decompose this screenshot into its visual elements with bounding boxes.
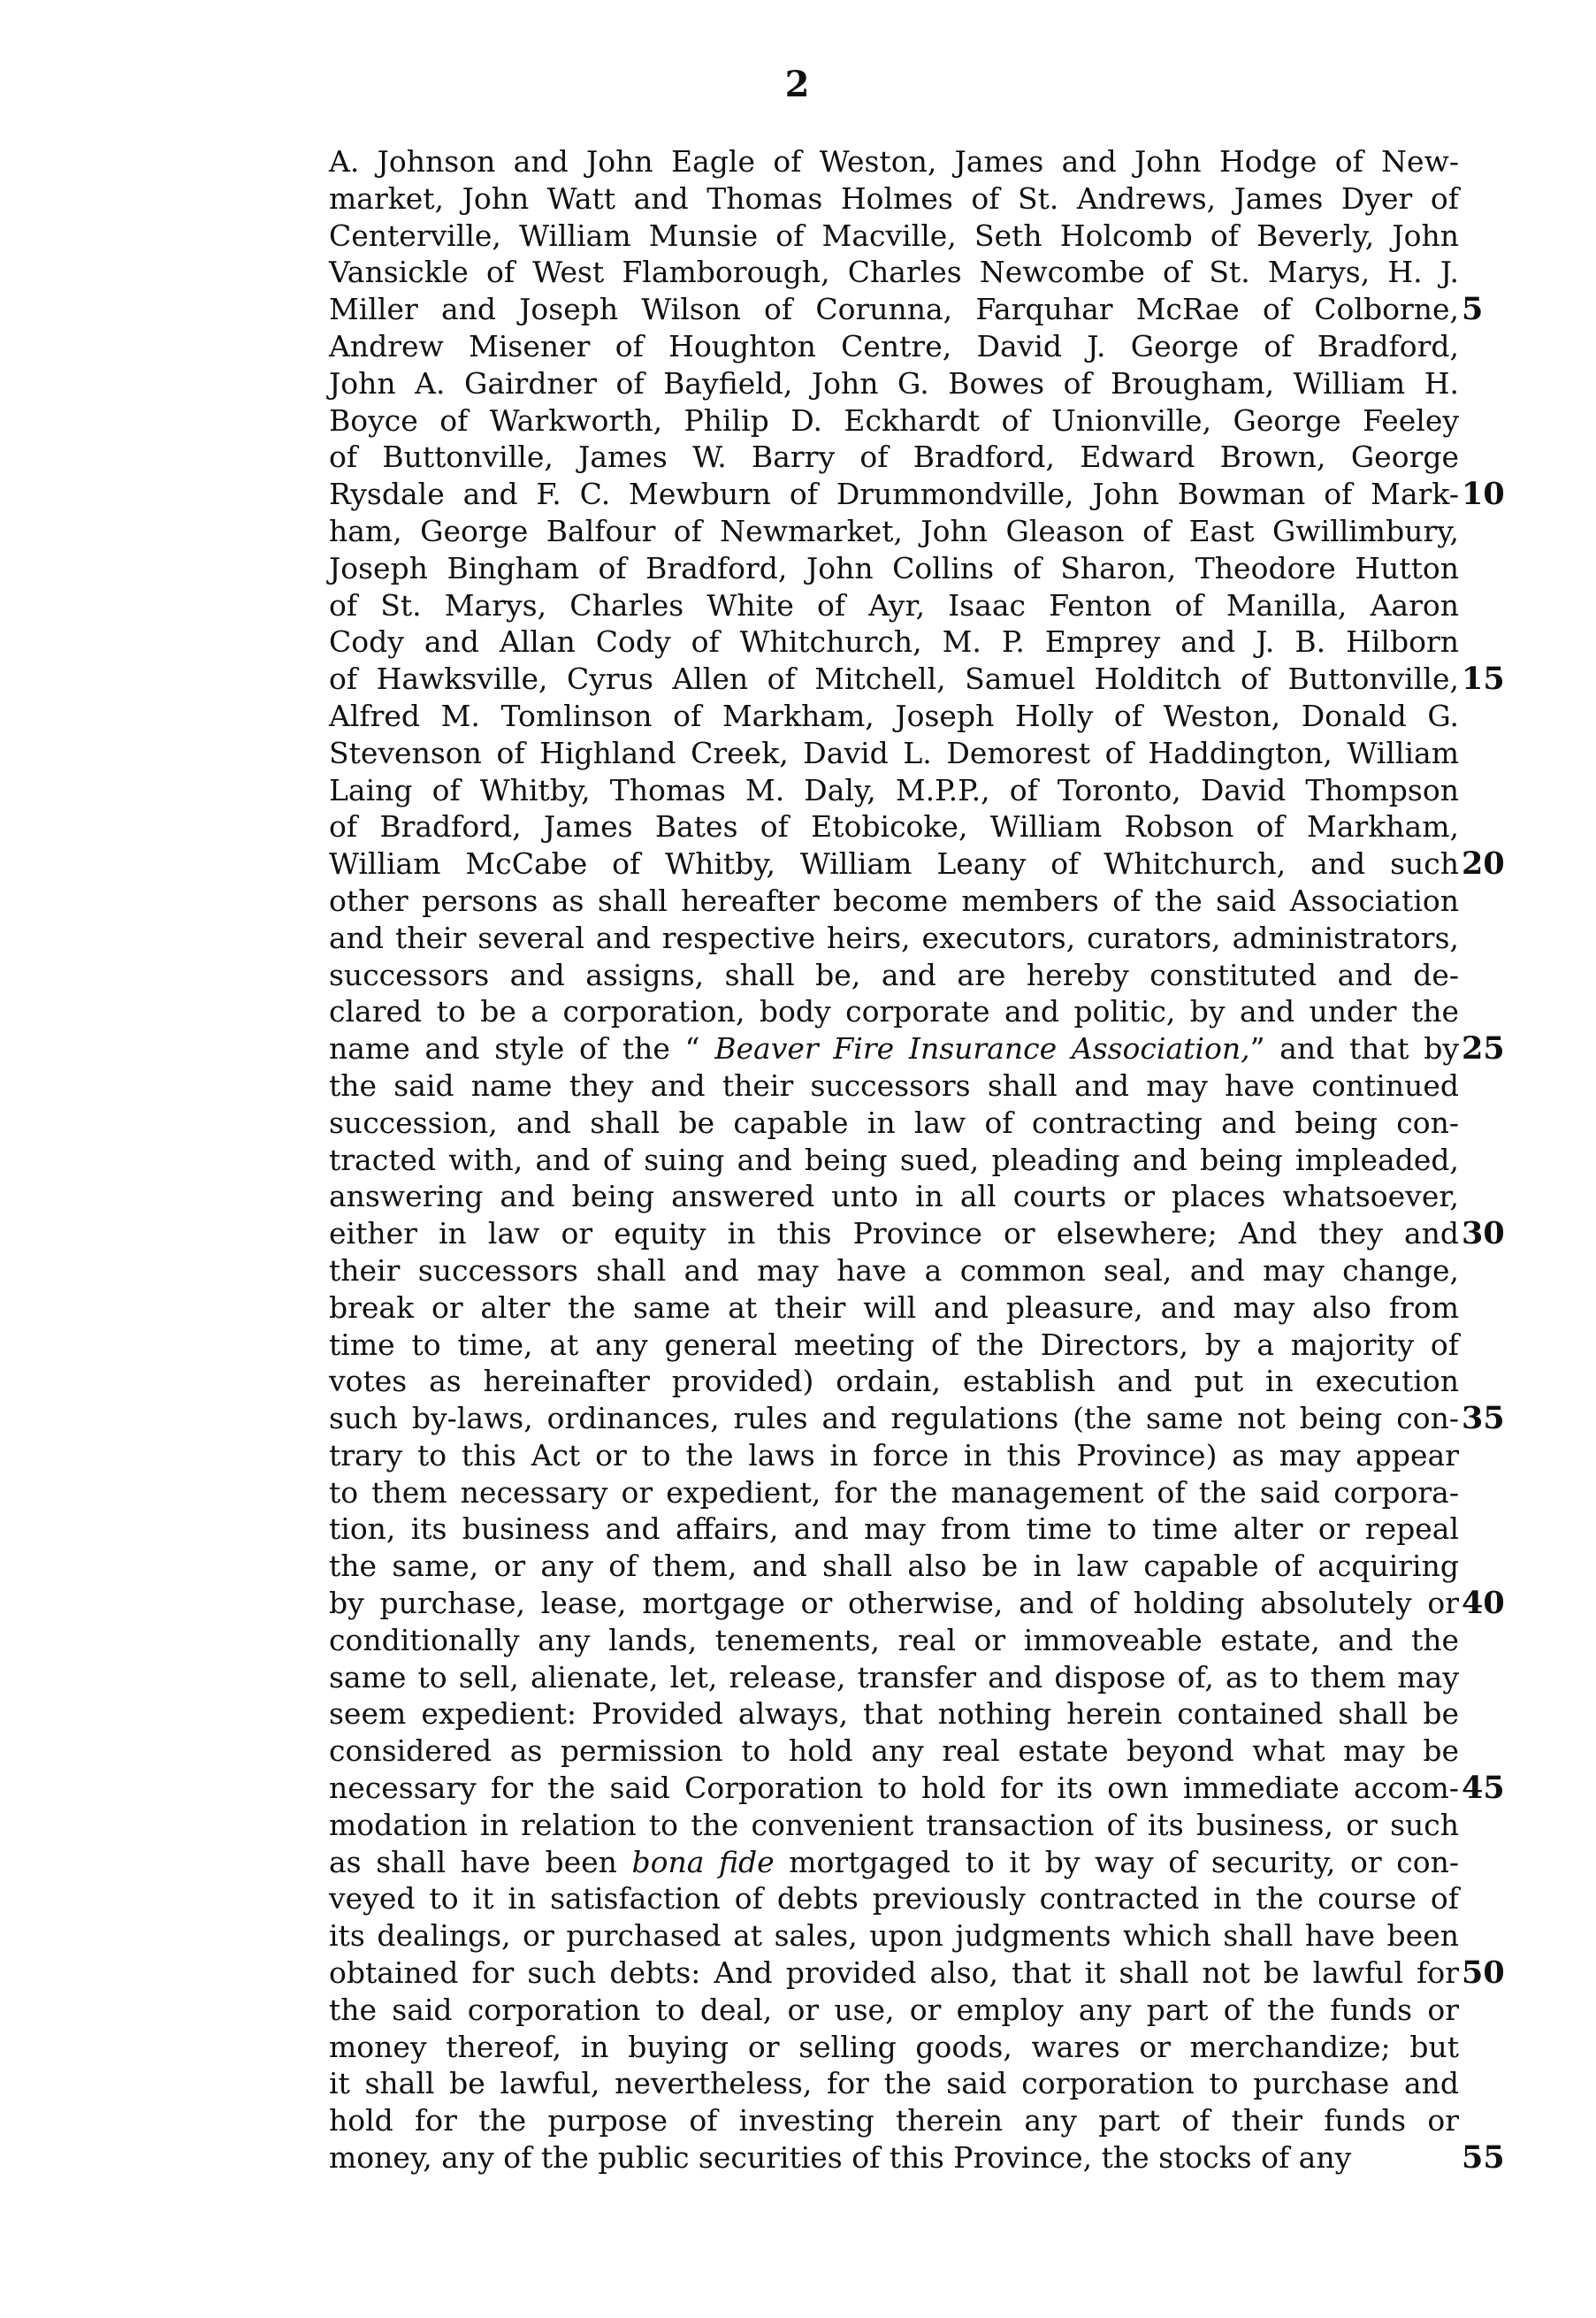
text-line [329, 957, 1459, 994]
text-line [329, 1659, 1459, 1696]
text-line [329, 1289, 1459, 1327]
text-line-content: it shall be lawful, nevertheless, for the said corporation to purchase and [329, 2066, 1459, 2101]
text-line-content: Vansickle of West Flamborough, Charles Newcombe of St. Marys, H. J. [329, 255, 1459, 290]
text-line-content: tion, its business and affairs, and may from time to time alter or repeal [329, 1511, 1459, 1547]
margin-line-number: 20 [1462, 845, 1505, 883]
text-line [329, 808, 1459, 845]
text-line [329, 845, 1459, 883]
text-line [329, 476, 1459, 513]
text-line-content: Alfred M. Tomlinson of Markham, Joseph Holly of Weston, Donald G. [329, 698, 1459, 733]
text-line [329, 439, 1459, 476]
text-line-content: modation in relation to the convenient transaction of its business, or such [329, 1807, 1459, 1842]
text-line-content: money thereof, in buying or selling goods, wares or merchandize; but [329, 2029, 1459, 2064]
text-line-content: necessary for the said Corporation to hold for its own immediate accom- [329, 1771, 1459, 1806]
text-line [329, 1105, 1459, 1142]
text-line-content: of Buttonville, James W. Barry of Bradford, Edward Brown, George [329, 440, 1459, 475]
text-line-content: veyed to it in satisfaction of debts previously contracted in the course of [329, 1881, 1459, 1916]
margin-line-number: 55 [1462, 2139, 1505, 2176]
text-line-content: ham, George Balfour of Newmarket, John Gleason of East Gwillimbury, [329, 513, 1459, 548]
text-line-content: successors and assigns, shall be, and are hereby constituted and de- [329, 957, 1459, 992]
text-line-content: name and style of the “ Beaver Fire Insurance Association,” and that by [329, 1031, 1459, 1067]
text-line-content: Joseph Bingham of Bradford, John Collins of Sharon, Theodore Hutton [329, 550, 1459, 585]
text-line-content: Centerville, William Munsie of Macville, Seth Holcomb of Beverly, John [329, 218, 1459, 253]
italic-phrase: Beaver Fire Insurance Association, [714, 1031, 1250, 1067]
text-line [329, 1363, 1459, 1400]
text-line [329, 1178, 1459, 1215]
text-line [329, 623, 1459, 661]
text-line [329, 1511, 1459, 1548]
margin-line-number: 30 [1462, 1215, 1505, 1252]
text-line-content: such by-laws, ordinances, rules and regulations (the same not being con- [329, 1401, 1459, 1436]
text-line [329, 1807, 1459, 1844]
text-line-content: tracted with, and of suing and being sued, pleading and being impleaded, [329, 1142, 1459, 1177]
text-line [329, 1030, 1459, 1067]
text-line-content: conditionally any lands, tenements, real or immoveable estate, and the [329, 1622, 1459, 1657]
text-line [329, 2102, 1459, 2139]
text-line [329, 735, 1459, 772]
text-line [329, 1215, 1459, 1252]
text-line-content: Stevenson of Highland Creek, David L. Demorest of Haddington, William [329, 735, 1459, 770]
text-line-content: Laing of Whitby, Thomas M. Daly, M.P.P., of Toronto, David Thompson [329, 772, 1459, 807]
text-line-content: A. Johnson and John Eagle of Weston, James and John Hodge of New- [329, 144, 1459, 179]
page-number: 2 [784, 64, 812, 105]
text-line-content: money, any of the public securities of this Province, the stocks of any [329, 2140, 1352, 2176]
text-line-content: of Hawksville, Cyrus Allen of Mitchell, Samuel Holditch of Buttonville, [329, 662, 1459, 697]
text-line-content: clared to be a corporation, body corporate and politic, by and under the [329, 994, 1459, 1029]
text-line [329, 402, 1459, 440]
italic-phrase: bona fide [631, 1844, 775, 1879]
text-line-content: other persons as shall hereafter become members of the said Association [329, 883, 1459, 918]
margin-line-number: 25 [1462, 1030, 1505, 1067]
text-line [329, 1733, 1459, 1770]
text-line [329, 1880, 1459, 1917]
text-line [329, 513, 1459, 550]
text-line-content: succession, and shall be capable in law of contracting and being con- [329, 1105, 1459, 1140]
text-line-content: votes as hereinafter provided) ordain, establish and put in execution [329, 1364, 1459, 1399]
margin-line-number: 45 [1462, 1770, 1505, 1807]
text-line [329, 550, 1459, 587]
text-line-content: their successors shall and may have a common seal, and may change, [329, 1252, 1459, 1288]
text-line [329, 1400, 1459, 1437]
text-line [329, 1917, 1459, 1955]
text-line-content: same to sell, alienate, let, release, transfer and dispose of, as to them may [329, 1659, 1459, 1695]
text-line-content: and their several and respective heirs, executors, curators, administrators, [329, 920, 1459, 955]
margin-line-number: 40 [1462, 1585, 1505, 1622]
text-line-content: as shall have been bona fide mortgaged to it by way of security, or con- [329, 1844, 1459, 1879]
margin-line-number: 50 [1462, 1955, 1505, 1992]
text-line [329, 1067, 1459, 1105]
text-line [329, 1548, 1459, 1585]
document-body [329, 143, 1459, 2176]
text-line-content: Cody and Allan Cody of Whitchurch, M. P. Emprey and J. B. Hilborn [329, 624, 1459, 660]
text-line [329, 883, 1459, 920]
text-line [329, 328, 1459, 365]
text-line [329, 143, 1459, 180]
text-line-content: trary to this Act or to the laws in force in this Province) as may appear [329, 1437, 1459, 1473]
text-line-content: of St. Marys, Charles White of Ayr, Isaac Fenton of Manilla, Aaron [329, 587, 1459, 623]
text-line [329, 218, 1459, 255]
text-line-content: the said corporation to deal, or use, or employ any part of the funds or [329, 1992, 1459, 2027]
text-line [329, 2029, 1459, 2066]
text-line-content: William McCabe of Whitby, William Leany of Whitchurch, and such [329, 846, 1459, 882]
text-line [329, 1437, 1459, 1474]
text-line-content: considered as permission to hold any real estate beyond what may be [329, 1733, 1459, 1769]
text-line [329, 1474, 1459, 1511]
margin-line-number: 35 [1462, 1400, 1505, 1437]
text-line [329, 365, 1459, 402]
text-line [329, 291, 1459, 328]
text-line-content: hold for the purpose of investing therein any part of their funds or [329, 2103, 1459, 2138]
text-line [329, 180, 1459, 218]
text-line-content: of Bradford, James Bates of Etobicoke, William Robson of Markham, [329, 809, 1459, 845]
text-line [329, 1695, 1459, 1733]
text-line [329, 1252, 1459, 1289]
text-line-content: John A. Gairdner of Bayfield, John G. Bowes of Brougham, William H. [329, 365, 1459, 401]
text-line [329, 661, 1459, 698]
text-line-content: Rysdale and F. C. Mewburn of Drummondville, John Bowman of Mark- [329, 477, 1459, 512]
text-line-content: Andrew Misener of Houghton Centre, David J. George of Bradford, [329, 328, 1459, 363]
text-line [329, 698, 1459, 735]
text-line-content: Miller and Joseph Wilson of Corunna, Farquhar McRae of Colborne, [329, 292, 1459, 327]
text-line [329, 587, 1459, 624]
text-line [329, 1622, 1459, 1659]
text-line-content: by purchase, lease, mortgage or otherwise, and of holding absolutely or [329, 1586, 1459, 1621]
text-line [329, 1955, 1459, 1992]
text-line [329, 254, 1459, 291]
text-line [329, 2065, 1459, 2102]
margin-line-number: 5 [1462, 291, 1484, 328]
text-line-content: Boyce of Warkworth, Philip D. Eckhardt of Unionville, George Feeley [329, 402, 1459, 438]
text-line-content: the said name they and their successors shall and may have continued [329, 1067, 1459, 1103]
text-line [329, 1844, 1459, 1881]
text-line-content: obtained for such debts: And provided also, that it shall not be lawful for [329, 1955, 1459, 1991]
text-line-content: the same, or any of them, and shall also be in law capable of acquiring [329, 1549, 1459, 1584]
text-line [329, 1770, 1459, 1807]
text-line [329, 1142, 1459, 1179]
text-line-content: answering and being answered unto in all courts or places whatsoever, [329, 1179, 1459, 1214]
text-line-content: seem expedient: Provided always, that nothing herein contained shall be [329, 1696, 1459, 1732]
text-line-content: break or alter the same at their will and pleasure, and may also from [329, 1289, 1459, 1325]
text-line-content: to them necessary or expedient, for the management of the said corpora- [329, 1474, 1459, 1510]
text-line-content: market, John Watt and Thomas Holmes of St. Andrews, James Dyer of [329, 180, 1459, 216]
text-line [329, 993, 1459, 1030]
text-line [329, 1327, 1459, 1364]
text-line [329, 920, 1459, 957]
margin-line-number: 15 [1462, 661, 1505, 698]
text-line [329, 772, 1459, 809]
text-line-content: either in law or equity in this Province or elsewhere; And they and [329, 1216, 1459, 1251]
text-line-content: time to time, at any general meeting of the Directors, by a majority of [329, 1327, 1459, 1362]
margin-line-number: 10 [1462, 476, 1505, 513]
text-line [329, 1992, 1459, 2029]
text-line [329, 2139, 1459, 2176]
text-line-content: its dealings, or purchased at sales, upon judgments which shall have been [329, 1918, 1459, 1954]
text-line [329, 1585, 1459, 1622]
